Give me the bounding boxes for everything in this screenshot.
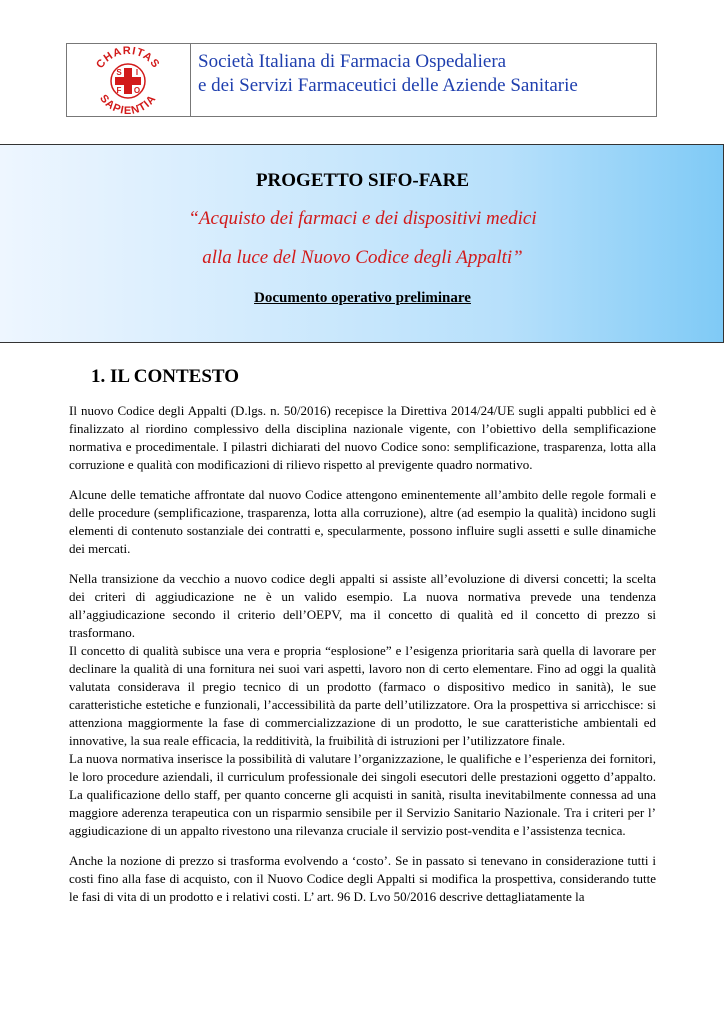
- paragraph: Anche la nozione di prezzo si trasforma evolvendo a ‘costo’. Se in passato si tenevano in considerazione tutti i costi fino alla fase di acquisto, con il Nuovo Codice degli Appalti si modifica la prospettiva, considerando tutte le fasi di vita di un prodotto e i relativi costi. L’ art. 96 D. Lvo 50/2016 descrive dettagliatamente la: [69, 853, 656, 904]
- section-heading: 1. IL CONTESTO: [91, 366, 240, 387]
- logo-cell: [67, 44, 191, 116]
- document-label: Documento operativo preliminare: [254, 290, 471, 306]
- paragraph: La nuova normativa inserisce la possibilità di valutare l’organizzazione, le qualifiche e l’esperienza dei fornitori, le loro procedure aziendali, il curriculum professionale dei singoli esecutori delle prestazioni oggetto d’appalto. La qualificazione dello staff, per quanto concerne gli acquisti in sanità, risulta inevitabilmente connessa ad una maggiore aderenza terapeutica con un risparmio sensibile per il Servizio Sanitario Nazionale. Tra i criteri per l’ aggiudicazione di un appalto rivestono una rilevanza cruciale il servizio post-vendita e l’assistenza tecnica.: [69, 751, 656, 838]
- logo-cross-horizontal: [115, 77, 141, 85]
- header-box: [66, 43, 657, 117]
- logo-letter-o: O: [133, 86, 141, 95]
- logo-letter-i: I: [135, 68, 139, 77]
- paragraph: Il nuovo Codice degli Appalti (D.lgs. n. 50/2016) recepisce la Direttiva 2014/24/UE sugli appalti pubblici ed è finalizzato al riordino complessivo della disciplina nazionale vigente, con l’obiettivo della semplificazione normativa e procedimentale. I pilastri dichiarati del nuovo Codice sono: semplificazione, trasparenza, lotta alla corruzione e qualità con modificazioni di rilievo rispetto al previgente quadro normativo.: [69, 403, 656, 472]
- title-banner: [0, 144, 724, 343]
- logo-letter-s: S: [116, 68, 122, 77]
- project-subtitle-line-2: alla luce del Nuovo Codice degli Appalti”: [202, 247, 523, 268]
- organization-name: [198, 50, 578, 98]
- project-subtitle-line-1: “Acquisto dei farmaci e dei dispositivi medici: [188, 208, 537, 229]
- paragraph: Il concetto di qualità subisce una vera e propria “esplosione” e l’esigenza prioritaria sarà quella di lavorare per declinare la qualità di una fornitura nei suoi vari aspetti, lavoro non di certo elementare. Fino ad oggi la qualità valutata considerava il pregio tecnico di un prodotto (farmaco o dispositivo medico in sanità), le sue caratteristiche estetiche e funzionali, l’accessibilità da parte dell’utilizzatore. Ora la prospettiva si arricchisce: si attenziona maggiormente la fase di commercializzazione di un prodotto, le sue caratteristiche ambientali ed innovative, la sua reale efficacia, la redditività, la fruibilità di istruzioni per l’utilizzatore finale.: [69, 643, 656, 748]
- logo-arc-top: CHARITAS: [94, 45, 162, 71]
- section-body: [69, 402, 656, 906]
- logo-letter-f: F: [116, 86, 122, 95]
- project-title: PROGETTO SIFO-FARE: [255, 170, 470, 191]
- paragraph: Alcune delle tematiche affrontate dal nuovo Codice attengono eminentemente all’ambito delle regole formali e delle procedure (semplificazione, trasparenza, lotta alla corruzione), altre (ad esempio la qualità) incidono sugli elementi di contenuto sostanziale dei contratti e, specularmente, possono influire sugli assetti e sulle dinamiche dei mercati.: [69, 487, 656, 556]
- svg-text:CHARITAS: [94, 45, 162, 71]
- org-name-line-1: Società Italiana di Farmacia Ospedaliera: [198, 51, 507, 72]
- logo-arc-bottom: SAPIENTIA: [97, 92, 159, 115]
- svg-text:SAPIENTIA: [97, 93, 159, 115]
- org-name-line-2: e dei Servizi Farmaceutici delle Aziende Sanitarie: [198, 75, 578, 96]
- red-cross-seal-icon: [89, 45, 167, 115]
- paragraph: Nella transizione da vecchio a nuovo codice degli appalti si assiste all’evoluzione di diversi concetti; la scelta dei criteri di aggiudicazione ne è un valido esempio. La nuova normativa prevede una tendenza all’aggiudicazione secondo il criterio dell’OEPV, ma il concetto di qualità ed il concetto di prezzo si trasformano.: [69, 571, 656, 640]
